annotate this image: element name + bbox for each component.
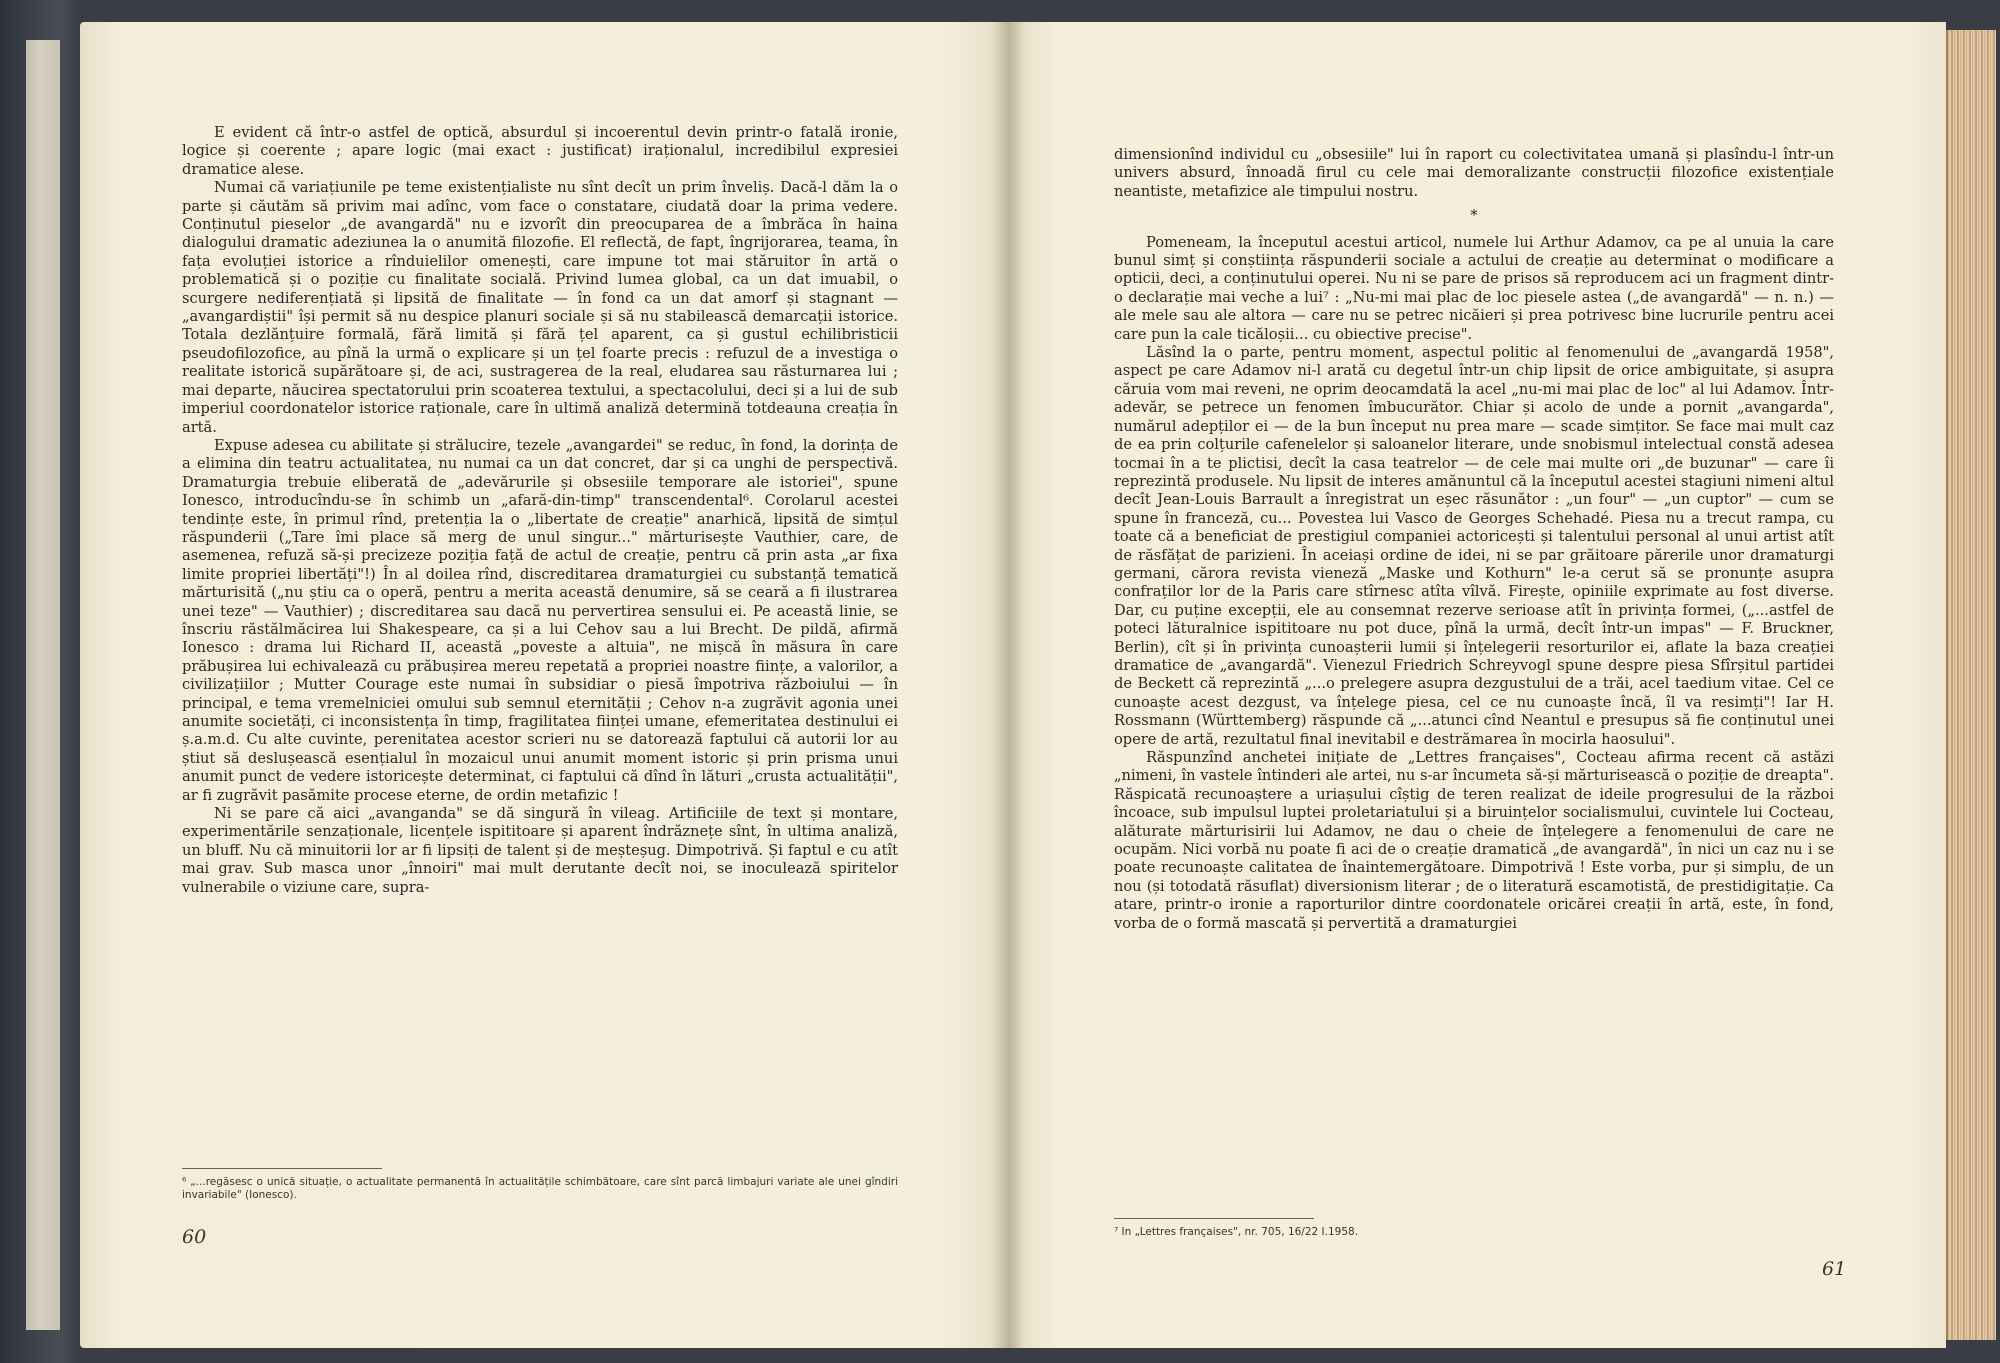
section-separator: * <box>1470 207 1478 225</box>
left-page-text <box>182 124 898 897</box>
footnote-rule <box>182 1168 382 1169</box>
paragraph: dimensionînd individul cu „obsesiile" lui în raport cu colectivitatea umană și plasîndu-l într-un univers absurd, înnoadă firul cu cele mai demoralizante construcții filozofice existențiale neantiste, metafizice ale timpului nostru. <box>1114 146 1834 200</box>
book-gutter <box>990 22 1026 1348</box>
right-page-text <box>1114 146 1834 933</box>
spine <box>26 40 60 1330</box>
paragraph: Expuse adesea cu abilitate și strălucire, tezele „avangardei" se reduc, în fond, la dorința de a elimina din teatru actualitatea, nu numai ca un dat concret, dar și ca unghi de perspectivă. Dramaturgia trebuie eliberată de „adevărurile și obsesiile temporare ale istoriei", spune Ionesco, introducîndu-se în schimb un „afară-din-timp" transcendental⁶. Corolarul acestei tendințe este, în primul rînd, pretenția la o „libertate de creație" anarhică, lipsită de simțul răspunderii („Tare îmi place să merg de unul singur..." mărturisește Vauthier, care, de asemenea, refuză să-și precizeze poziția față de actul de creație, pentru că prin asta „ar fixa limite propriei libertăți"!) În al doilea rînd, discreditarea dramaturgiei cu substanță tematică mărturisită („nu știu ca o operă, pentru a merita această denumire, să se ceară a fi ilustrarea unei teze" — Vauthier) ; discreditarea sau dacă nu pervertirea sensului ei. Pe această linie, se înscriu răstălmăcirea lui Shakespeare, ca și a lui Cehov sau a lui Brecht. De pildă, afirmă Ionesco : drama lui Richard II, această „poveste a altuia", ne mișcă în măsura în care prăbușirea lui echivalează cu prăbușirea mereu repetată a propriei noastre ființe, a valorilor, a civilizațiilor ; Mutter Courage este numai în subsidiar o piesă împotriva războiului — în principal, e tema vremelniciei omului sub semnul eternității ; Cehov n-a zugrăvit agonia unei anumite societăți, ci inconsistența în timp, fragilitatea ființei umane, efemeritatea destinului ei ș.a.m.d. Cu alte cuvinte, perenitatea acestor scrieri nu se datorează faptului că autorii lor au știut să deslușească esențialul în mozaicul unui anumit moment istoric și prin prisma unui anumit punct de vedere istoricește determinat, ci faptului că dînd în lături „crusta actualității", ar fi zugrăvit pasămite procese eterne, de ordin metafizic ! <box>182 436 898 804</box>
page-number: 61 <box>1822 1258 1847 1280</box>
footnote: ⁶ „...regăsesc o unică situație, o actualitate permanentă în actualitățile schimbătoare, care sînt parcă limbajuri variate ale unei gîndiri invariabile" (Ionesco). <box>182 1176 898 1201</box>
page-number: 60 <box>182 1226 207 1248</box>
paragraph: Ni se pare că aici „avanganda" se dă singură în vileag. Artificiile de text și montare, experimentările senzaționale, licențele ispititoare și aparent îndrăznețe sînt, în ultima analiză, un bluff. Nu că minuitorii lor ar fi lipsiți de talent și de meșteșug. Dimpotrivă. Și faptul e cu atît mai grav. Sub masca unor „înnoiri" mai mult derutante decît noi, se inoculează spiritelor vulnerabile o viziune care, supra- <box>182 805 898 896</box>
page-edges <box>1946 30 1996 1340</box>
paragraph: E evident că într-o astfel de optică, absurdul și incoerentul devin printr-o fatală ironie, logice și coerente ; apare logic (mai exact : justificat) iraționalul, incredibilul expresiei dramatice alese. <box>182 124 898 178</box>
paragraph: Numai că variațiunile pe teme existențialiste nu sînt decît un prim înveliș. Dacă-l dăm la o parte și căutăm să privim mai adînc, vom face o constatare, ciudată doar la prima vedere. Conținutul pieselor „de avangardă" nu e izvorît din preocuparea de a îmbrăca în haina dialogului dramatic adeziunea la o anumită filozofie. El reflectă, de fapt, îngrijorarea, teama, în fața evoluției istorice a rînduielilor omenești, care impune tot mai stăruitor în artă o problematică și o poziție cu finalitate socială. Privind lumea global, ca un dat imuabil, o scurgere nediferențiată și lipsită de finalitate — în fond ca un dat amorf și stagnant — „avangardiștii" își permit să nu despice planuri sociale și să nu stabilească demarcații istorice. Totala dezlănțuire formală, fără limită și fără țel aparent, ca și gustul echilibristicii pseudofilozofice, au pînă la urmă o explicare și un țel foarte precis : refuzul de a investiga o realitate istorică supărătoare și, de aci, sustragerea de la real, eludarea sau răsturnarea lui ; mai departe, năucirea spectatorului prin scoaterea textului, a spectacolului, deci și a lui de sub imperiul coordonatelor istorice raționale, care în ultimă analiză determină totdeauna creația în artă. <box>182 179 898 436</box>
footnote-rule <box>1114 1218 1314 1219</box>
paragraph: Lăsînd la o parte, pentru moment, aspectul politic al fenomenului de „avangardă 1958", aspect pe care Adamov ni-l arată cu degetul într-un chip lipsit de orice ambiguitate, și asupra căruia vom mai reveni, ne oprim deocamdată la acel „nu-mi mai plac de loc" al lui Adamov. Într-adevăr, se petrece un fenomen îmbucurător. Chiar și acolo de unde a pornit „avangarda", numărul adepților ei — de la bun început nu prea mare — scade simțitor. Se face mai mult caz de ea prin colțurile cafenelelor și saloanelor literare, unde snobismul intelectual constă adesea tocmai în a te plictisi, decît la casa teatrelor — de cele mai multe ori „de buzunar" — care îi reprezintă produsele. Nu lipsit de interes amănuntul că la începutul acestei stagiuni nimeni altul decît Jean-Louis Barrault a înregistrat un eșec răsunător : „un four" — „un cuptor" — cum se spune în franceză, cu... Povestea lui Vasco de Georges Schehadé. Piesa nu a trecut rampa, cu toate că a beneficiat de prestigiul companiei actoricești și talentului personal al unui artist atît de răsfățat de parizieni. În aceiași ordine de idei, ni se par grăitoare părerile unor dramaturgi germani, cărora revista vieneză „Maske und Kothurn" le-a cerut să se pronunțe asupra confraților lor de la Paris care stîrnesc atîta vîlvă. Firește, opiniile exprimate au fost diverse. Dar, cu puține excepții, ele au consemnat rezerve serioase atît în privința formei, („...astfel de poteci lăturalnice ispititoare nu pot duce, pînă la urmă, decît într-un impas" — F. Bruckner, Berlin), cît și în privința cunoașterii lumii și înțelegerii resorturilor ei, aflate la baza creației dramatice de „avangardă". Vienezul Friedrich Schreyvogl spune despre piesa Sfîrșitul partidei de Beckett că reprezintă „...o prelegere asupra dezgustului de a trăi, acel taedium vitae. Cel ce cunoaște acest dezgust, va înțelege piesa, cel ce nu cunoaște încă, îl va resimți"! Iar H. Rossmann (Württemberg) răspunde că „...atunci cînd Neantul e presupus să fie conținutul unei opere de artă, rezultatul final inevitabil e destrămarea în mocirla haosului". <box>1114 344 1834 748</box>
paragraph: Pomeneam, la începutul acestui articol, numele lui Arthur Adamov, ca pe al unuia la care bunul simț și conștiința răspunderii sociale a actului de creație au determinat o modificare a opticii, deci, a conținutului operei. Nu ni se pare de prisos să reproducem aci un fragment dintr-o declarație mai veche a lui⁷ : „Nu-mi mai plac de loc piesele astea („de avangardă" — n. n.) — ale mele sau ale altora — care nu se petrec nicăieri și prea potrivesc bine lucrurile pentru acei care pun la cale ticăloșii... cu obiective precise". <box>1114 233 1834 343</box>
footnote: ⁷ In „Lettres françaises", nr. 705, 16/22 I.1958. <box>1114 1226 1359 1238</box>
paragraph: Răspunzînd anchetei inițiate de „Lettres françaises", Cocteau afirma recent că astăzi „nimeni, în vastele întinderi ale artei, nu s-ar încumeta să-și mărturisească o poziție de dreapta". Răspicată recunoaștere a uriașului cîștig de teren realizat de ideile progresului de la război încoace, sub impulsul luptei proletariatului și a biruințelor socialismului, cuvintele lui Cocteau, alăturate mărturisirii lui Adamov, ne dau o cheie de înțelegere a fenomenului de care ne ocupăm. Nici vorbă nu poate fi aci de o creație dramatică „de avangardă", în nici un caz nu i se poate recunoaște calitatea de înaintemergătoare. Dimpotrivă ! Este vorba, pur și simplu, de un nou (și totodată răsuflat) diversionism literar ; de o literatură escamotistă, de prestidigitație. Ca atare, printr-o ironie a raporturilor dintre coordonatele oricărei creații în artă, este, în fond, vorba de o formă mascată și pervertită a dramaturgiei <box>1114 749 1834 932</box>
